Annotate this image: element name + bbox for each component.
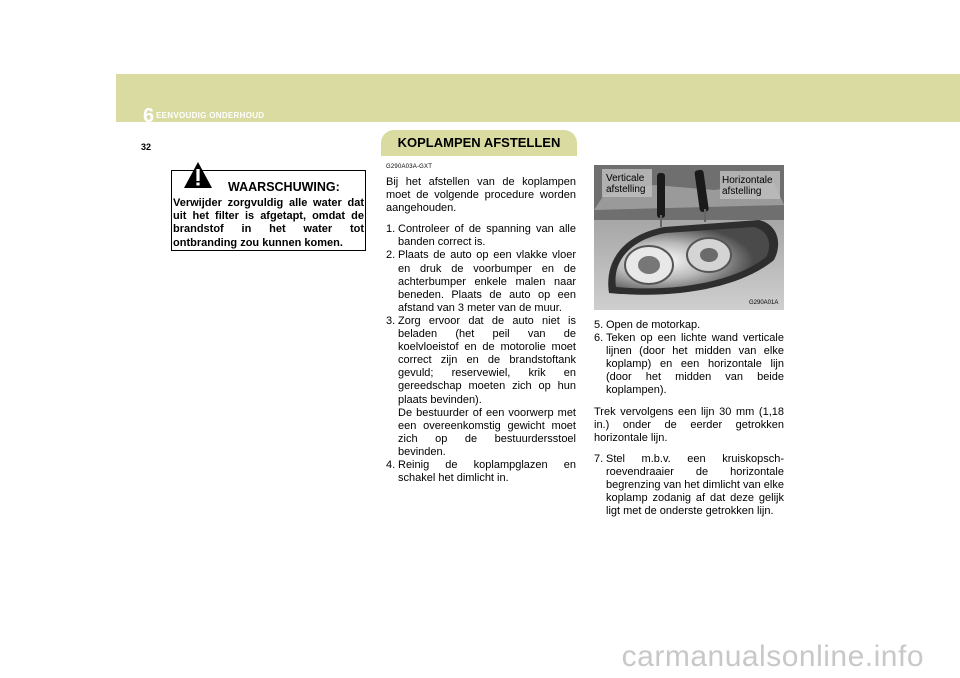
intro-paragraph: Bij het afstellen van de koplampen moet de volgende procedure worden aangehouden. bbox=[386, 176, 576, 215]
procedure-steps-a bbox=[594, 319, 784, 398]
step-item: 3. Zorg ervoor dat de auto niet is beladen (het peil van de koelvloeistof en de motorolie moet correct zijn en de brandstoftank gevuld; reservewiel, krik en gereedschap moeten zich op hun plaats bevinden). De bestuurder of een voorwerp met een overeenkomstig gewicht moet zich op de bestuurdersstoel bevinden. bbox=[386, 314, 576, 458]
section-title: KOPLAMPEN AFSTELLEN bbox=[381, 130, 577, 156]
warning-title: WAARSCHUWING: bbox=[228, 180, 340, 194]
step-item: 5. Open de motorkap. bbox=[594, 319, 701, 331]
page-number: 32 bbox=[141, 142, 152, 152]
step-item: 4. Reinig de koplampglazen en schakel het dimlicht in. bbox=[386, 458, 576, 485]
procedure-steps bbox=[386, 223, 576, 485]
horizontal-adjustment-label: Horizontale afstelling bbox=[722, 175, 773, 197]
step-item: 2. Plaats de auto op een vlakke vloer en druk de voorbumper en de achterbumper enkele malen naar beneden. Plaats de auto op een afstand van 3 meter van de muur. bbox=[386, 249, 576, 314]
procedure-column bbox=[386, 176, 576, 485]
chapter-title: EENVOUDIG ONDERHOUD bbox=[156, 111, 265, 120]
procedure-steps-b bbox=[594, 453, 784, 518]
step-note: De bestuurder of een voorwerp met een overeenkomstig gewicht moet zich op de bestuurdersstoel bevinden. bbox=[398, 406, 576, 458]
vertical-adjustment-label: Verticale afstelling bbox=[606, 173, 646, 195]
watermark: carmanualsonline.info bbox=[621, 640, 924, 673]
reference-code: G290A03A-GXT bbox=[386, 164, 433, 170]
step-item: 6. Teken op een lichte wand verticale lijnen (door het midden van elke koplamp) en een horizontale lijn (door het midden van beide koplampen). bbox=[594, 332, 784, 397]
offset-paragraph: Trek vervolgens een lijn 30 mm (1,18 in.) onder de eerder getrokken horizontale lijn. bbox=[594, 405, 784, 444]
procedure-column-right bbox=[594, 319, 784, 526]
section-rule bbox=[381, 154, 577, 156]
headlamp-photo bbox=[594, 165, 784, 310]
step-item: 7. Stel m.b.v. een kruiskopsch-roevendraaier de horizontale begrenzing van het dimlicht van elke koplamp zodanig af dat deze gelijk ligt met de onderste getrokken lijn. bbox=[594, 452, 784, 518]
figure-code: G290A01A bbox=[749, 300, 779, 306]
step-item: 1. Controleer of de spanning van alle banden correct is. bbox=[386, 223, 576, 249]
warning-text: Verwijder zorgvuldig alle water dat uit het filter is afgetapt, omdat de brandstof in het water tot ontbranding zou kunnen komen. bbox=[173, 197, 364, 249]
chapter-number: 6 bbox=[143, 105, 155, 127]
warning-triangle-icon bbox=[183, 161, 213, 189]
